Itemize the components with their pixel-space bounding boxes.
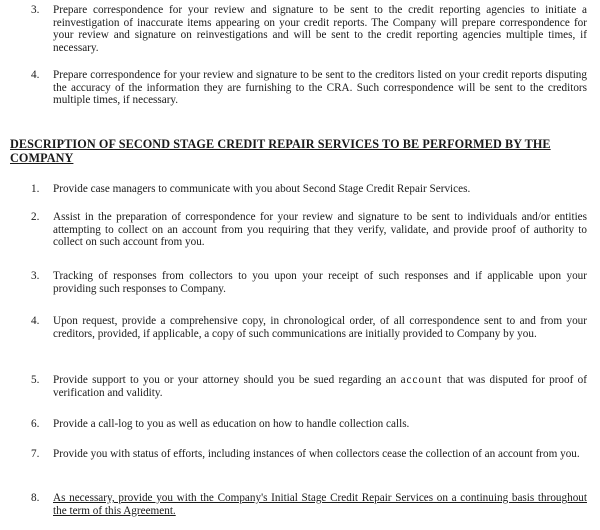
list-item [31, 270, 587, 295]
item-number: 4. [31, 315, 40, 327]
list-item [31, 374, 587, 399]
item-number: 8. [31, 492, 40, 504]
list-item [31, 315, 587, 340]
item-text: Assist in the preparation of correspondence for your review and signature to be sent to individuals and/or entities attempting to collect on an account from you requiring that they verify, validate, and provide proof of authority to collect on such account from you. [53, 211, 587, 248]
section-heading: DESCRIPTION OF SECOND STAGE CREDIT REPAIR SERVICES TO BE PERFORMED BY THE COMPANY [10, 137, 551, 165]
list-item [31, 4, 587, 54]
item-number: 7. [31, 448, 40, 460]
item-number: 4. [31, 69, 40, 81]
item-text: Tracking of responses from collectors to you upon your receipt of such responses and if applicable upon your providing such responses to Company. [53, 270, 587, 295]
item-text: Prepare correspondence for your review and signature to be sent to the creditors listed on your credit reports disputing the accuracy of the information they are furnishing to the CRA. Such correspondence will be sent to the creditors multiple times, if necessary. [53, 69, 587, 106]
item-text: Provide a call-log to you as well as education on how to handle collection calls. [53, 418, 410, 430]
item-text-after: that was disputed for proof of verification and validity. [53, 374, 587, 399]
item-text-before: Provide support to you or your attorney should you be sued regarding an [53, 374, 401, 386]
item-number: 2. [31, 211, 40, 223]
item-text-spaced: account [400, 374, 443, 386]
list-item [31, 492, 587, 517]
item-number: 6. [31, 418, 40, 430]
item-text: Provide you with status of efforts, including instances of when collectors cease the collection of an account from you. [53, 448, 580, 460]
list-item [31, 448, 587, 461]
item-number: 3. [31, 270, 40, 282]
item-number: 3. [31, 4, 40, 16]
list-item [31, 69, 587, 107]
item-text: As necessary, provide you with the Company's Initial Stage Credit Repair Services on a continuing basis throughout the term of this Agreement. [53, 492, 587, 517]
item-text: Prepare correspondence for your review and signature to be sent to the credit reporting agencies to initiate a reinvestigation of inaccurate items appearing on your credit reports. The Company will prepare correspondence for your review and signature on reinvestigations and will be sent to the credit reporting agencies multiple times, if necessary. [53, 4, 587, 54]
item-number: 1. [31, 183, 40, 195]
list-item [31, 183, 587, 196]
item-number: 5. [31, 374, 40, 386]
item-text: Upon request, provide a comprehensive copy, in chronological order, of all correspondence sent to and from your creditors, provided, if applicable, a copy of such communications are initially provided to Company by you. [53, 315, 587, 340]
list-item [31, 211, 587, 249]
list-item [31, 418, 587, 431]
item-text: Provide case managers to communicate with you about Second Stage Credit Repair Services. [53, 183, 471, 195]
